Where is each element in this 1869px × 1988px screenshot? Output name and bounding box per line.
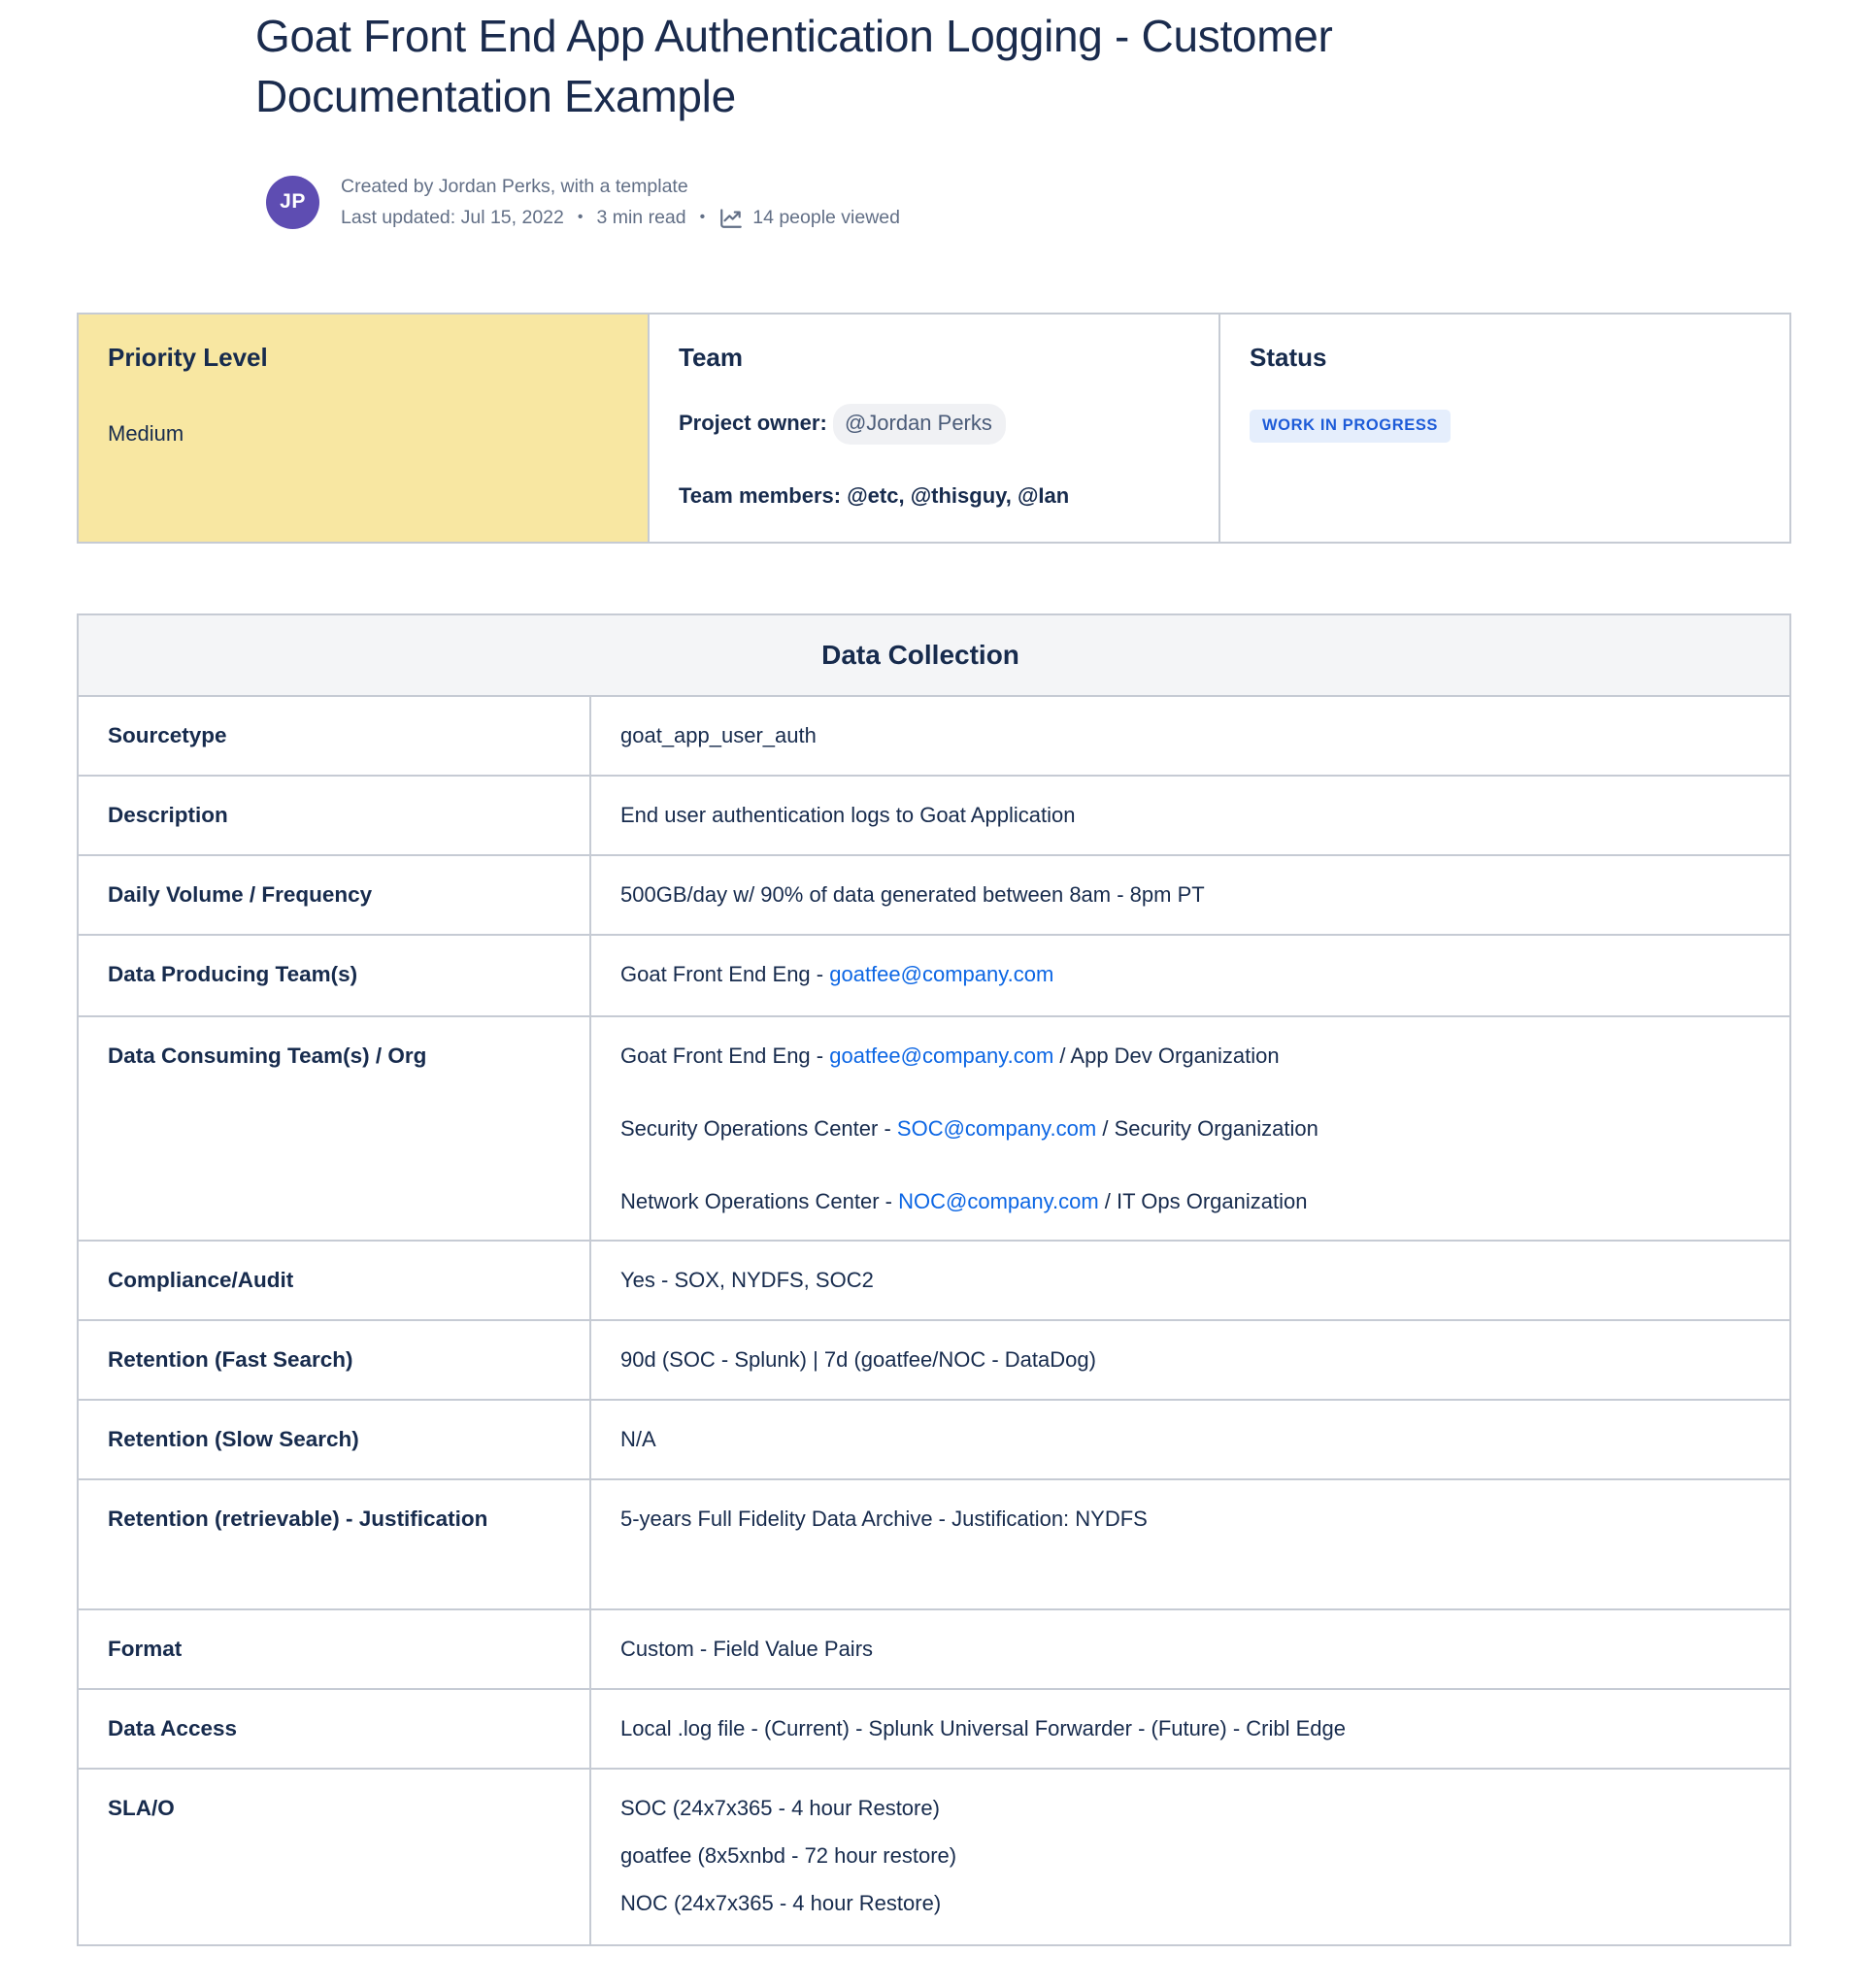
byline: [266, 171, 900, 233]
consuming-3-prefix: Network Operations Center -: [620, 1189, 899, 1213]
row-label-sourcetype: Sourcetype: [78, 696, 590, 776]
project-owner-label: Project owner:: [679, 411, 827, 435]
row-label-retention-slow: Retention (Slow Search): [78, 1400, 590, 1479]
priority-header: Priority Level: [108, 343, 268, 372]
byline-last-updated: Last updated: Jul 15, 2022: [341, 207, 564, 228]
page-title: [255, 6, 1547, 126]
row-value-consuming: [590, 1016, 1790, 1241]
row-label-producing: Data Producing Team(s): [78, 935, 590, 1016]
row-value-data-access: Local .log file - (Current) - Splunk Universal Forwarder - (Future) - Cribl Edge: [590, 1689, 1790, 1769]
sla-line-2: goatfee (8x5xnbd - 72 hour restore): [620, 1843, 957, 1868]
row-value-retention-fast: 90d (SOC - Splunk) | 7d (goatfee/NOC - DataDog): [590, 1320, 1790, 1400]
separator-dot: •: [577, 209, 584, 225]
team-cell: [649, 314, 1219, 543]
row-value-retention-slow: N/A: [590, 1400, 1790, 1479]
table-row: [78, 696, 1790, 776]
row-label-description: Description: [78, 776, 590, 855]
table-row: [78, 776, 1790, 855]
consuming-1-prefix: Goat Front End Eng -: [620, 1044, 830, 1068]
trend-line-chart-icon: [718, 205, 744, 230]
info-table-row: [78, 314, 1790, 543]
row-label-retention-retrievable: Retention (retrievable) - Justification: [78, 1479, 590, 1609]
consuming-2-email-link[interactable]: SOC@company.com: [896, 1116, 1097, 1141]
table-row: [78, 1479, 1790, 1609]
row-value-sourcetype: goat_app_user_auth: [590, 696, 1790, 776]
consuming-line-1: [620, 1040, 1760, 1072]
team-members-line: Team members: @etc, @thisguy, @Ian: [679, 483, 1070, 508]
consuming-line-3: [620, 1185, 1760, 1217]
row-value-producing: [590, 935, 1790, 1016]
consuming-line-2: [620, 1112, 1760, 1144]
row-label-daily-volume: Daily Volume / Frequency: [78, 855, 590, 935]
sla-line-1: SOC (24x7x365 - 4 hour Restore): [620, 1796, 940, 1820]
producing-email-link[interactable]: goatfee@company.com: [829, 962, 1054, 986]
table-row: [78, 935, 1790, 1016]
separator-dot: •: [699, 209, 706, 225]
info-table: [77, 313, 1791, 544]
views-count-label: 14 people viewed: [752, 207, 901, 228]
row-label-sla: SLA/O: [78, 1769, 590, 1945]
avatar-initials: JP: [280, 190, 306, 213]
data-collection-title: Data Collection: [78, 614, 1790, 696]
table-row: [78, 1769, 1790, 1945]
table-row: [78, 855, 1790, 935]
team-header: Team: [679, 343, 743, 372]
row-value-compliance: Yes - SOX, NYDFS, SOC2: [590, 1241, 1790, 1320]
consuming-2-prefix: Security Operations Center -: [620, 1116, 897, 1141]
data-collection-header-row: [78, 614, 1790, 696]
table-row: [78, 1320, 1790, 1400]
avatar[interactable]: [266, 176, 319, 229]
byline-read-time: 3 min read: [596, 207, 686, 228]
priority-cell: [78, 314, 649, 543]
page-title-line-2: Documentation Example: [255, 71, 736, 121]
row-label-data-access: Data Access: [78, 1689, 590, 1769]
row-label-retention-fast: Retention (Fast Search): [78, 1320, 590, 1400]
producing-text: Goat Front End Eng -: [620, 962, 830, 986]
row-label-format: Format: [78, 1609, 590, 1689]
views-counter[interactable]: [718, 202, 900, 233]
project-owner-line: [679, 404, 1189, 445]
row-label-consuming: Data Consuming Team(s) / Org: [78, 1016, 590, 1241]
row-value-sla: [590, 1769, 1790, 1945]
consuming-3-suffix: / IT Ops Organization: [1098, 1189, 1308, 1213]
row-value-format: Custom - Field Value Pairs: [590, 1609, 1790, 1689]
consuming-1-email-link[interactable]: goatfee@company.com: [829, 1044, 1054, 1068]
table-row: [78, 1400, 1790, 1479]
consuming-2-suffix: / Security Organization: [1096, 1116, 1318, 1141]
table-row: [78, 1689, 1790, 1769]
priority-value: Medium: [108, 421, 184, 446]
consuming-1-suffix: / App Dev Organization: [1053, 1044, 1280, 1068]
table-row: [78, 1241, 1790, 1320]
row-value-retention-retrievable: 5-years Full Fidelity Data Archive - Justification: NYDFS: [590, 1479, 1790, 1609]
table-row: [78, 1016, 1790, 1241]
status-header: Status: [1250, 343, 1327, 372]
owner-mention-pill[interactable]: @Jordan Perks: [833, 404, 1006, 445]
row-label-compliance: Compliance/Audit: [78, 1241, 590, 1320]
data-collection-table: [77, 613, 1791, 1946]
consuming-3-email-link[interactable]: NOC@company.com: [898, 1189, 1099, 1213]
byline-text: [341, 171, 900, 233]
table-row: [78, 1609, 1790, 1689]
byline-meta-row: [341, 202, 900, 233]
status-cell: [1219, 314, 1790, 543]
row-value-daily-volume: 500GB/day w/ 90% of data generated between 8am - 8pm PT: [590, 855, 1790, 935]
page-title-line-1: Goat Front End App Authentication Logging - Customer: [255, 11, 1333, 61]
byline-created: Created by Jordan Perks, with a template: [341, 176, 688, 197]
sla-line-3: NOC (24x7x365 - 4 hour Restore): [620, 1891, 942, 1915]
status-badge: WORK IN PROGRESS: [1250, 410, 1451, 443]
row-value-description: End user authentication logs to Goat Application: [590, 776, 1790, 855]
